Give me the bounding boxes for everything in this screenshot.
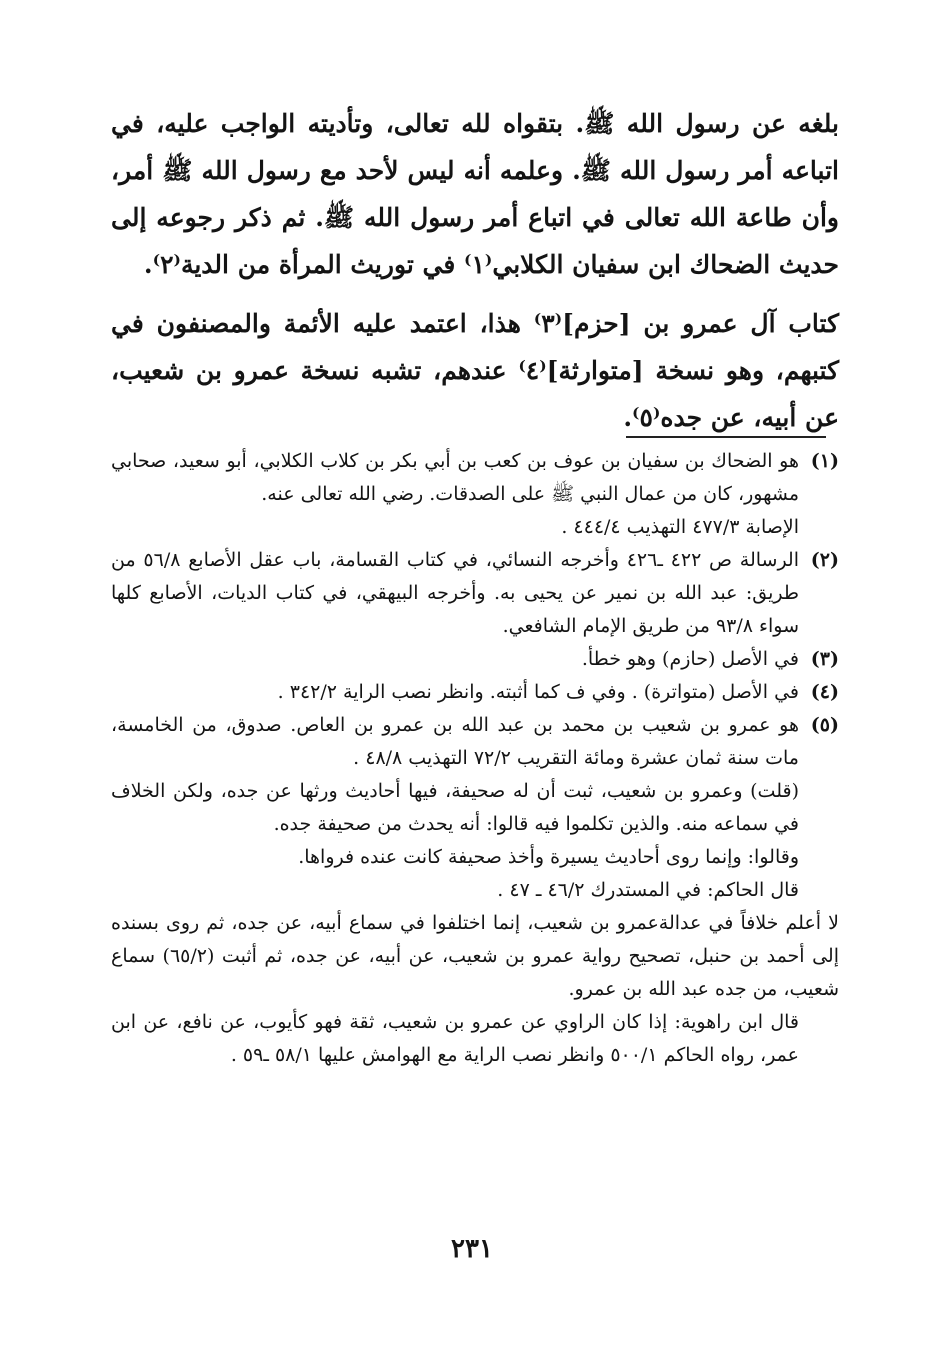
footnote-2	[111, 544, 839, 643]
footnote-divider	[626, 436, 826, 438]
main-text	[111, 100, 839, 441]
footnote-line: هو عمرو بن شعيب بن محمد بن عبد الله بن عمرو بن العاص. صدوق، من الخامسة، مات سنة ثمان عشرة ومائة التقريب ٧٢/٢ التهذيب ٤٨/٨ .	[111, 714, 799, 769]
footnote-line: في الأصل (متواترة) . وفي ف كما أثبته. وانظر نصب الراية ٣٤٢/٢ .	[277, 681, 799, 703]
page-number: ٢٣١	[451, 1234, 493, 1264]
footnote-3	[111, 643, 839, 676]
footnote-line: لا أعلم خلافاً في عدالةعمرو بن شعيب، إنما اختلفوا في سماع أبيه، عن جده، ثم روى بسنده إلى أحمد بن حنبل، تصحيح رواية عمرو بن شعيب، عن أبيه، عن جده، ثم أثبت (٦٥/٢) سماع شعيب، من جده عبد الله بن عمرو.	[111, 912, 839, 1000]
footnote-number: (٣)	[810, 648, 839, 670]
footnote-number: (٢)	[810, 549, 839, 571]
footnote-number: (٤)	[810, 681, 839, 703]
footnote-number: (٥)	[810, 714, 839, 736]
main-paragraph-2: كتاب آل عمرو بن [حزم]⁽٣⁾ هذا، اعتمد عليه الأئمة والمصنفون في كتبهم، وهو نسخة [متوارثة]⁽٤⁾ عندهم، تشبه نسخة عمرو بن شعيب، عن أبيه، عن جده⁽٥⁾.	[111, 309, 839, 432]
footnote-5	[111, 709, 839, 1072]
main-paragraph-1: بلغه عن رسول الله ﷺ. بتقواه لله تعالى، وتأديته الواجب عليه، في اتباعه أمر رسول الله ﷺ. وعلمه أنه ليس لأحد مع رسول الله ﷺ أمر، وأن طاعة الله تعالى في اتباع أمر رسول الله ﷺ. ثم ذكر رجوعه إلى حديث الضحاك ابن سفيان الكلابي⁽١⁾ في توريث المرأة من الدية⁽٢⁾.	[111, 109, 839, 279]
footnote-number: (١)	[810, 450, 839, 472]
footnote-line: وقالوا: وإنما روى أحاديث يسيرة وأخذ صحيفة كانت عنده فرواها.	[298, 846, 799, 868]
footnote-line: قال ابن راهوية: إذا كان الراوي عن عمرو بن شعيب، ثقة فهو كأيوب، عن نافع، عن ابن عمر، رواه الحاكم ٥٠٠/١ وانظر نصب الراية مع الهوامش عليها ٥٨/١ ـ٥٩ .	[111, 1011, 799, 1066]
footnote-line: (قلت) وعمرو بن شعيب، ثبت أن له صحيفة، فيها أحاديث ورثها عن جده، ولكن الخلاف في سماعه منه. والذين تكلموا فيه قالوا: أنه يحدث من صحيفة جده.	[111, 780, 799, 835]
footnote-line: هو الضحاك بن سفيان بن عوف بن كعب بن أبي بكر بن كلاب الكلابي، أبو سعيد، صحابي مشهور، كان من عمال النبي ﷺ على الصدقات. رضي الله تعالى عنه.	[111, 450, 799, 505]
footnote-line: قال الحاكم: في المستدرك ٤٦/٢ ـ ٤٧ .	[497, 879, 799, 901]
footnote-line: الرسالة ص ٤٢٢ ـ٤٢٦ وأخرجه النسائي، في كتاب القسامة، باب عقل الأصابع ٥٦/٨ من طريق: عبد الله بن نمير عن يحيى به. وأخرجه البيهقي، في كتاب الديات، الأصابع كلها سواء ٩٣/٨ من طريق الإمام الشافعي.	[111, 549, 800, 637]
footnote-line: الإصابة ٤٧٧/٣ التهذيب ٤٤٤/٤ .	[561, 516, 799, 538]
footnote-4	[111, 676, 839, 709]
footnote-1	[111, 445, 839, 544]
footnote-line: في الأصل (حازم) وهو خطأ.	[581, 648, 799, 670]
footnotes	[111, 445, 839, 1072]
